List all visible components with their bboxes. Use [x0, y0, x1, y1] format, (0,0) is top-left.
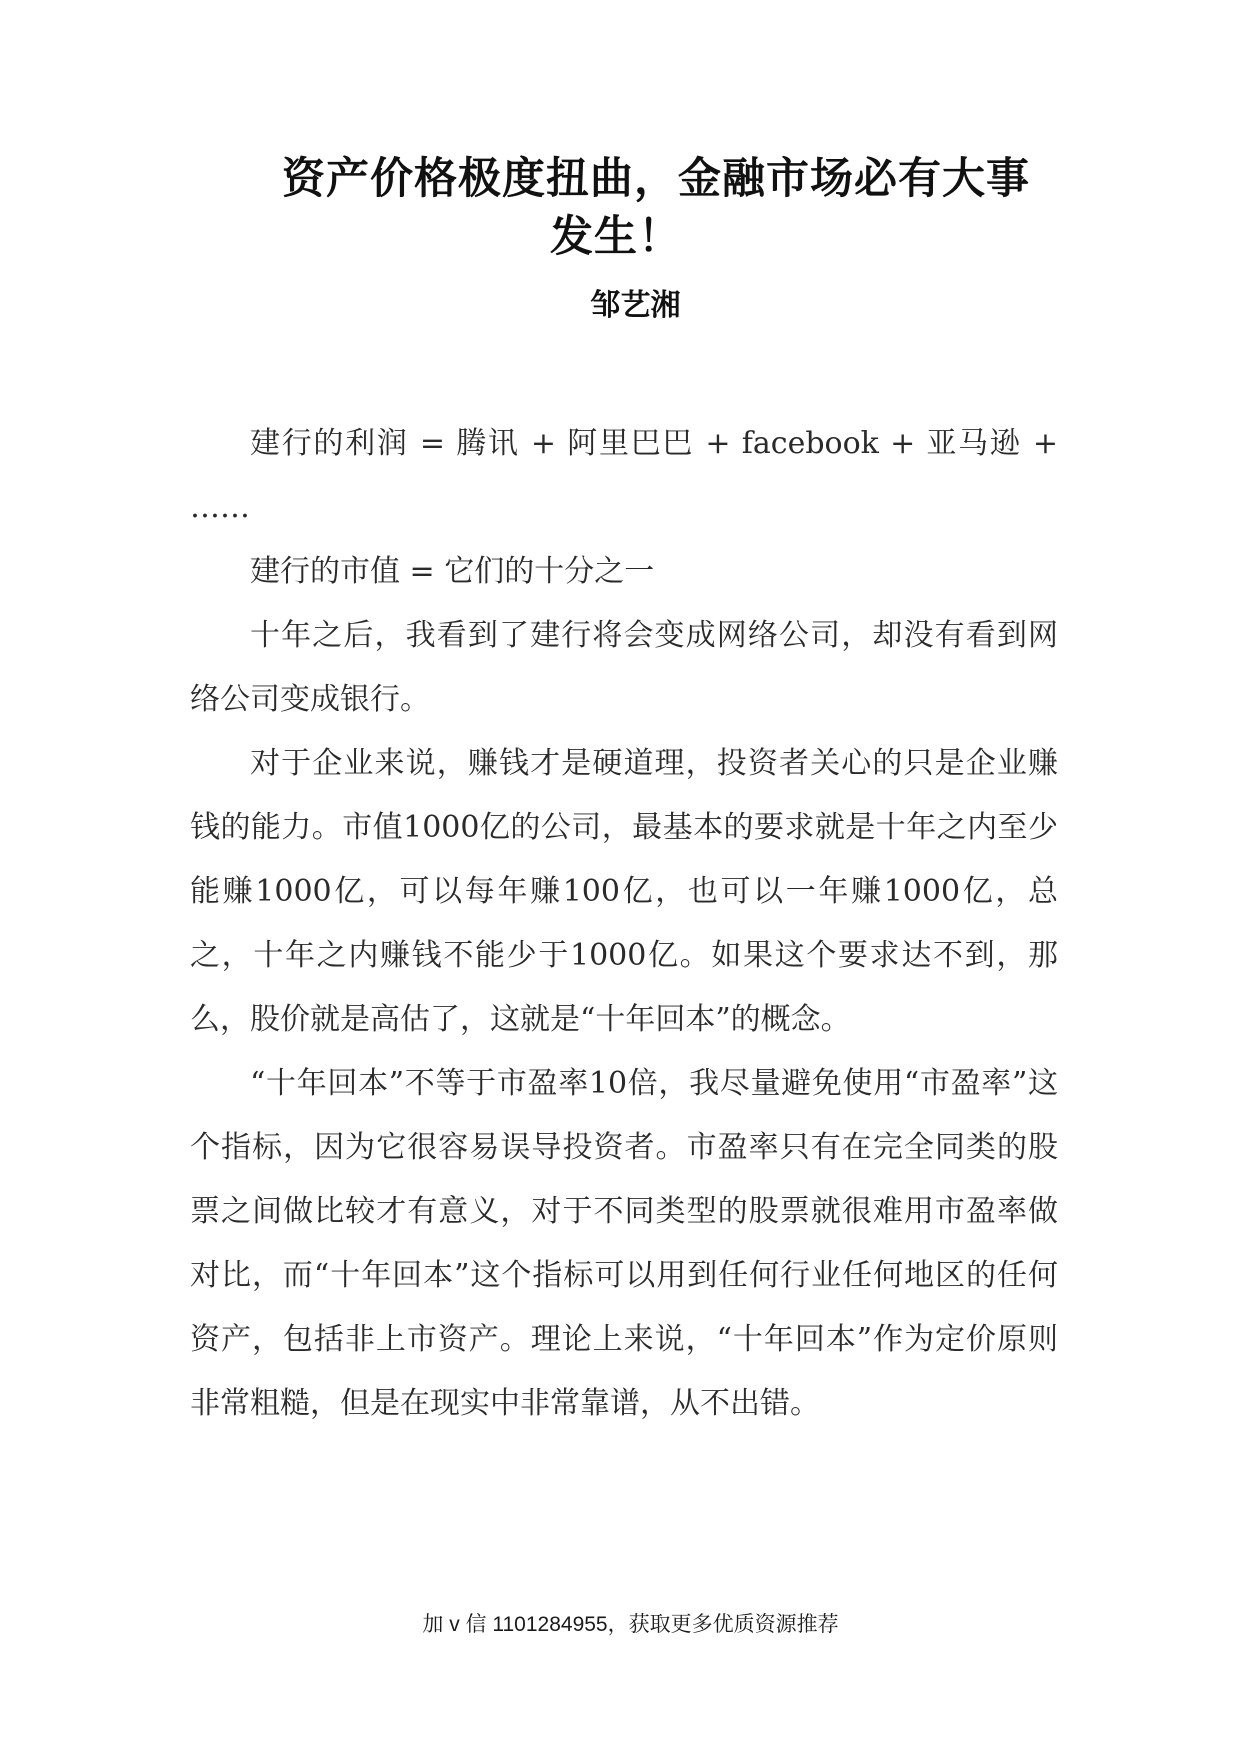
title-line-2: 发生！	[550, 212, 682, 262]
article-body	[190, 412, 1058, 1436]
footer-note: 加 v 信 1101284955，获取更多优质资源推荐	[422, 1613, 839, 1636]
paragraph: 建行的利润 = 腾讯 + 阿里巴巴 + facebook + 亚马逊 + ……	[190, 426, 1058, 525]
paragraph: 对于企业来说，赚钱才是硬道理，投资者关心的只是企业赚钱的能力。市值1000亿的公司，最基本的要求就是十年之内至少能赚1000亿，可以每年赚100亿，也可以一年赚1000亿，总之，十年之内赚钱不能少于1000亿。如果这个要求达不到，那么，股价就是高估了，这就是“十年回本”的概念。	[190, 746, 1058, 1037]
paragraph: 建行的市值 = 它们的十分之一	[250, 554, 655, 589]
title-line-1: 资产价格极度扭曲，金融市场必有大事	[282, 154, 1030, 204]
document-title	[190, 150, 1070, 266]
paragraph: “十年回本”不等于市盈率10倍，我尽量避免使用“市盈率”这个指标，因为它很容易误导投资者。市盈率只有在完全同类的股票之间做比较才有意义，对于不同类型的股票就很难用市盈率做对比，而“十年回本”这个指标可以用到任何行业任何地区的任何资产，包括非上市资产。理论上来说，“十年回本”作为定价原则非常粗糙，但是在现实中非常靠谱，从不出错。	[190, 1066, 1058, 1421]
paragraph: 十年之后，我看到了建行将会变成网络公司，却没有看到网络公司变成银行。	[190, 618, 1058, 717]
author-name: 邹艺湘	[590, 288, 681, 323]
